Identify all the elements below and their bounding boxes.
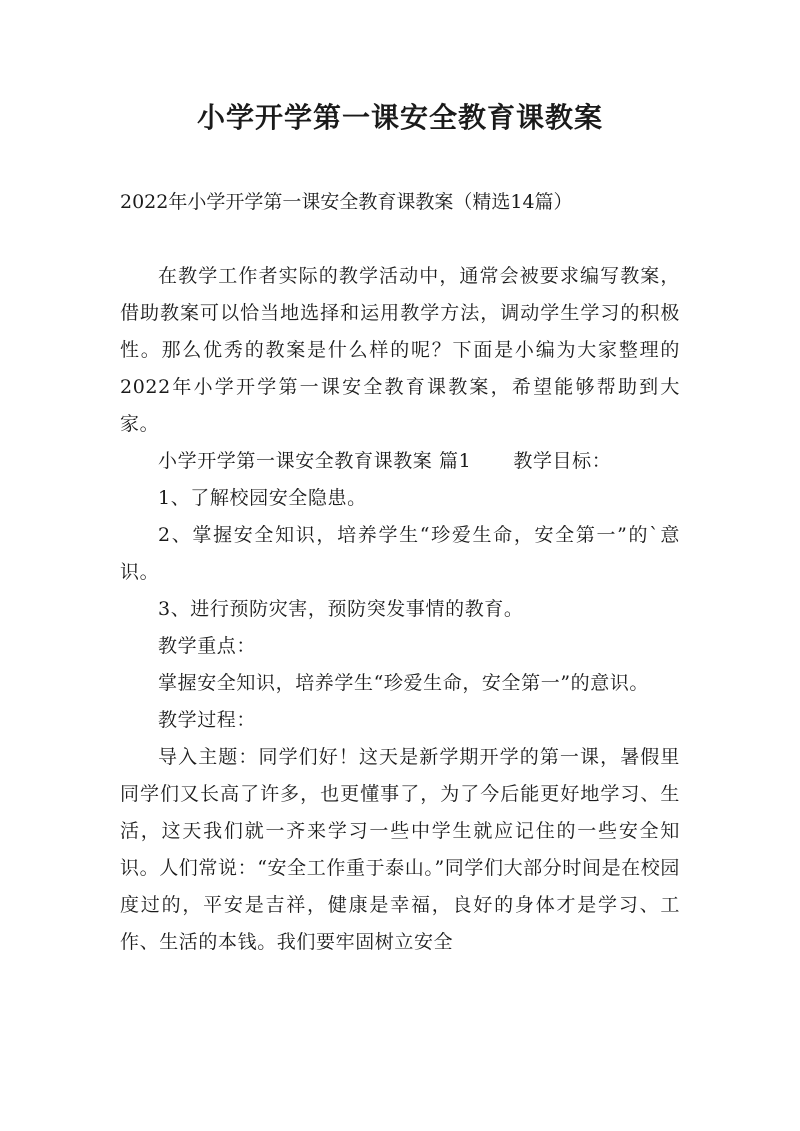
objective-2: 2、掌握安全知识，培养学生“珍爱生命，安全第一”的`意识。 — [120, 524, 680, 583]
objective-1: 1、了解校园安全隐患。 — [158, 487, 367, 509]
focus-text: 掌握安全知识，培养学生“珍爱生命，安全第一”的意识。 — [158, 672, 650, 694]
document-body — [120, 258, 680, 961]
section-heading-line — [120, 443, 680, 480]
objectives-label: 教学目标： — [513, 450, 612, 472]
document-title: 小学开学第一课安全教育课教案 — [196, 101, 603, 134]
intro-paragraph: 在教学工作者实际的教学活动中，通常会被要求编写教案，借助教案可以恰当地选择和运用教学方法，调动学生学习的积极性。那么优秀的教案是什么样的呢？下面是小编为大家整理的2022年小学开学第一课安全教育课教案，希望能够帮助到大家。 — [120, 265, 680, 435]
section-heading: 小学开学第一课安全教育课教案 篇1 — [158, 450, 472, 472]
focus-label: 教学重点： — [158, 635, 257, 657]
process-text: 导入主题：同学们好！这天是新学期开学的第一课，暑假里同学们又长高了许多，也更懂事了，为了今后能更好地学习、生活，这天我们就一齐来学习一些中学生就应记住的一些安全知识。人们常说：“安全工作重于泰山。”同学们大部分时间是在校园度过的，平安是吉祥，健康是幸福，良好的身体才是学习、工作、生活的本钱。我们要牢固树立安全 — [120, 746, 680, 953]
document-subtitle: 2022年小学开学第一课安全教育课教案（精选14篇） — [120, 191, 573, 213]
objective-3: 3、进行预防灾害，预防突发事情的教育。 — [158, 598, 524, 620]
process-label: 教学过程： — [158, 709, 257, 731]
